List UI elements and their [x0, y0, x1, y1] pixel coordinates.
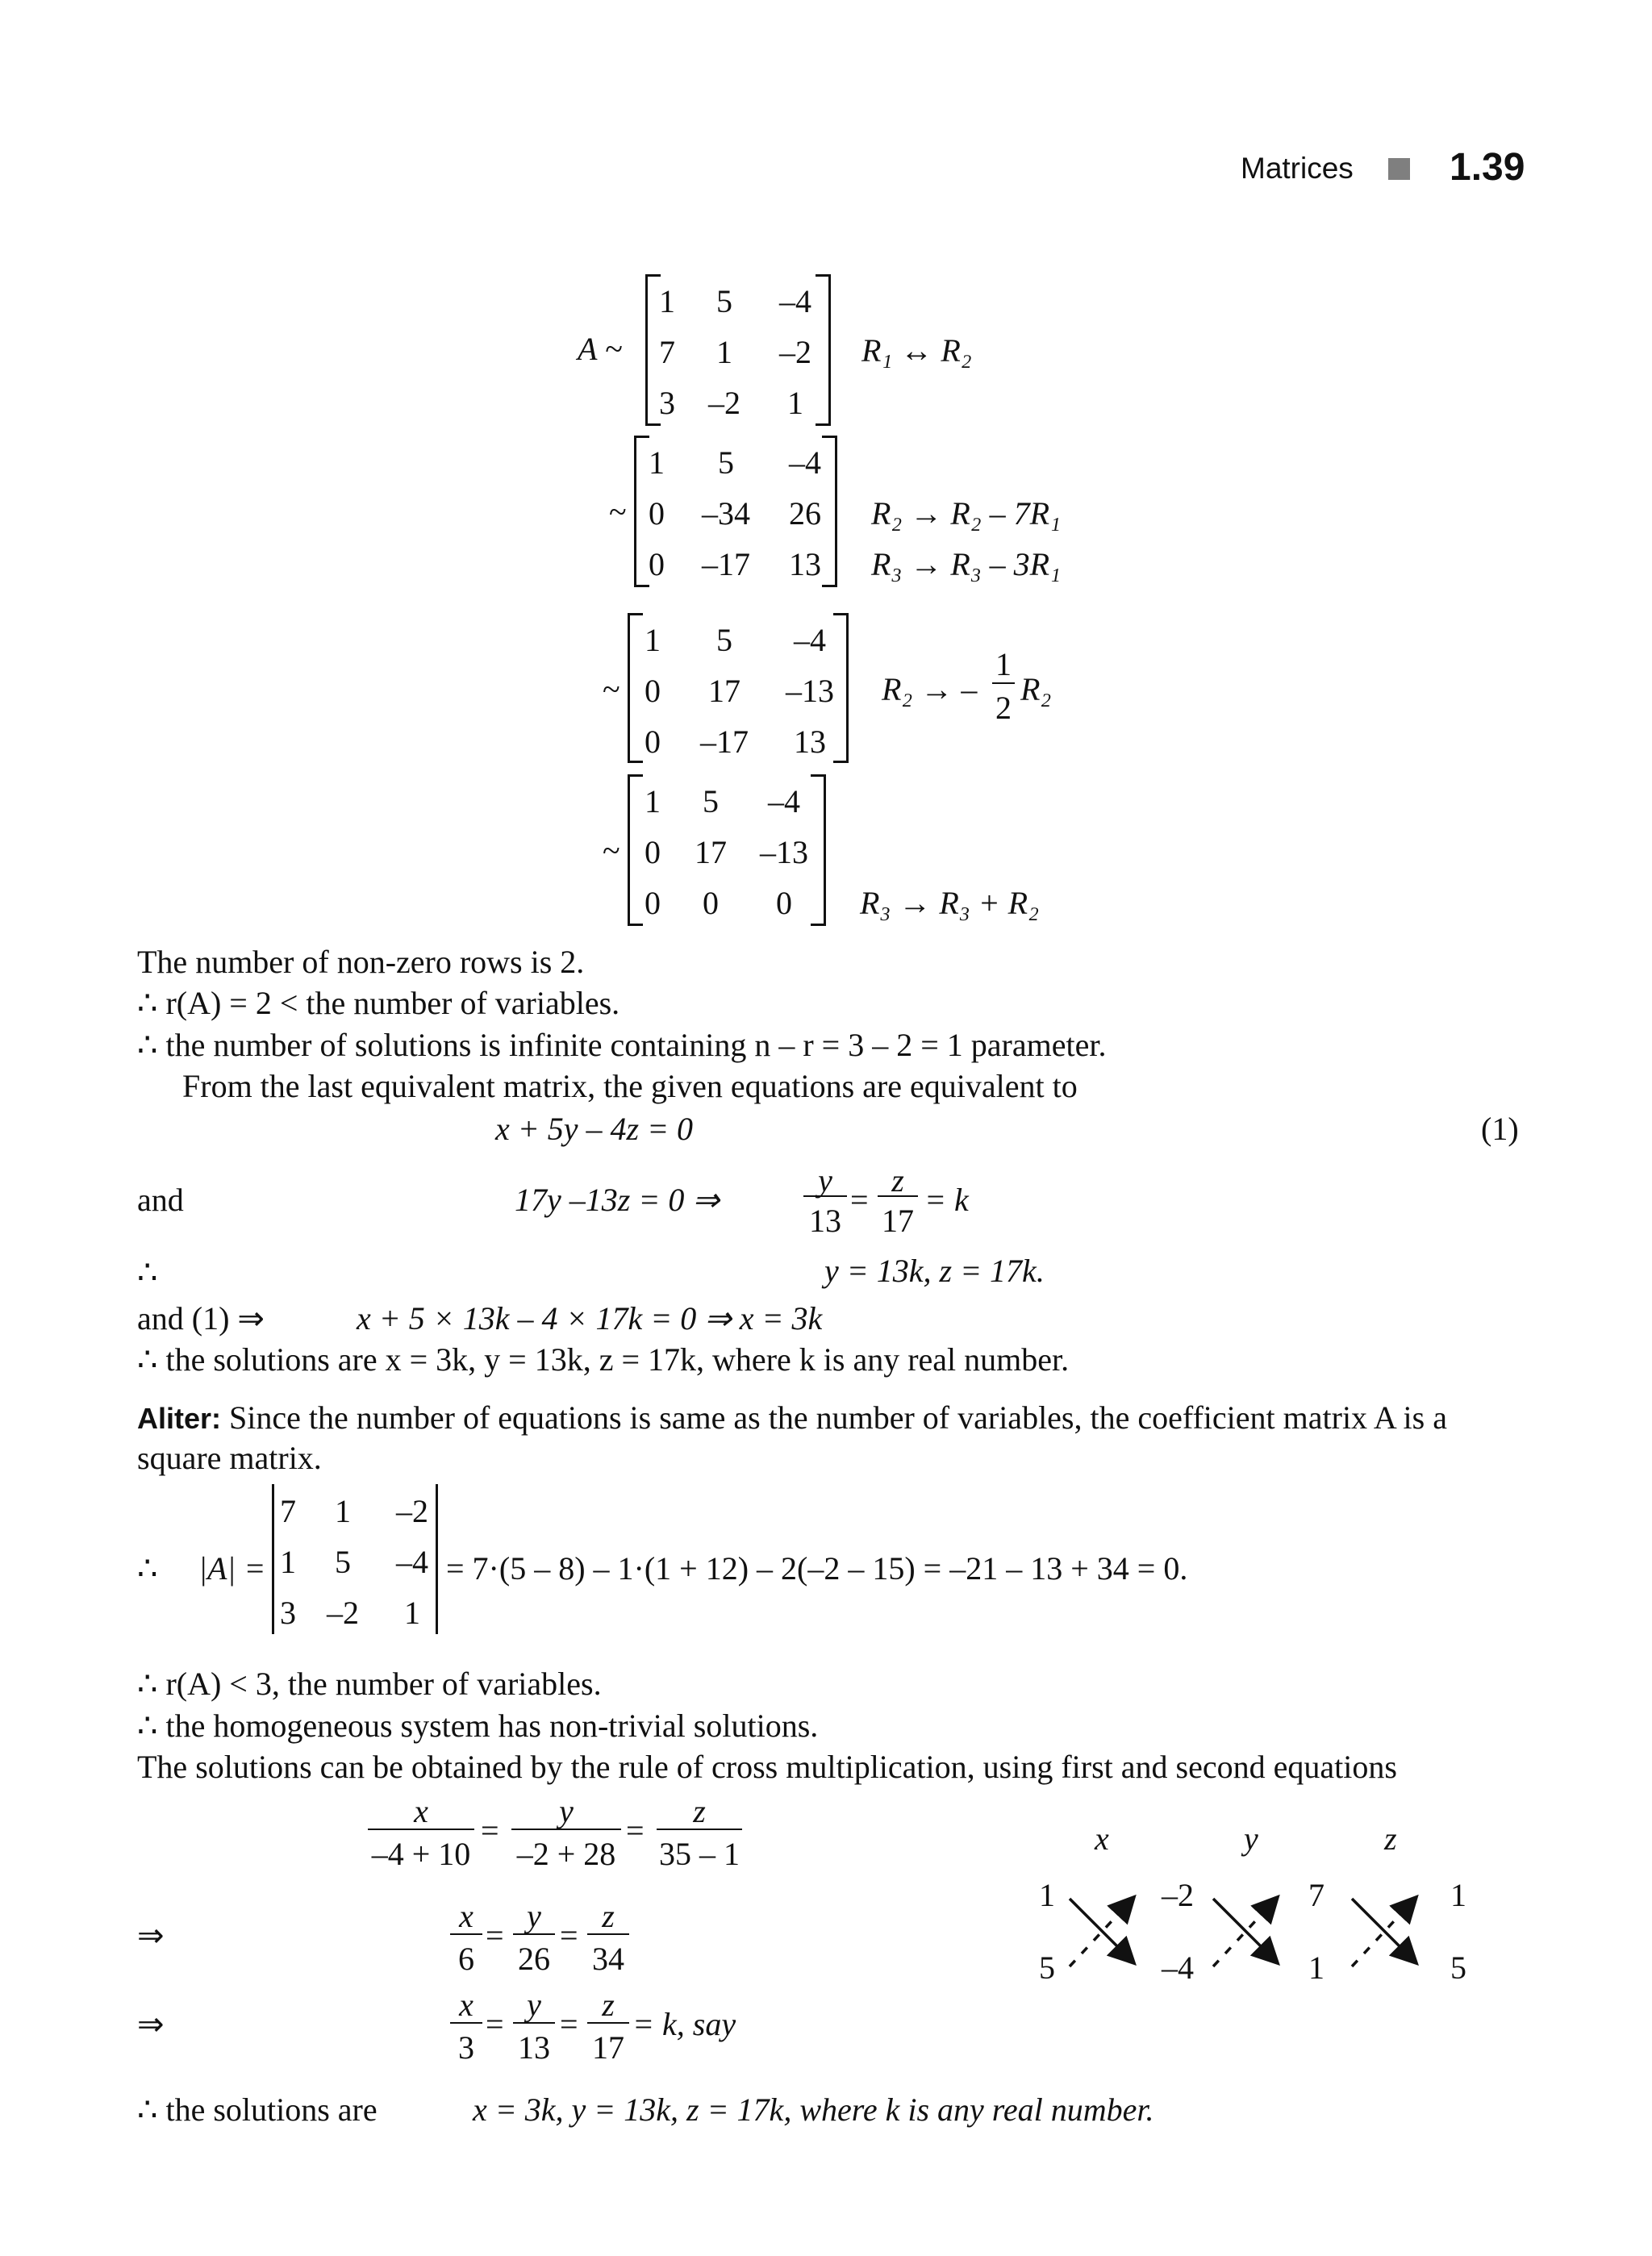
cross-frac-y3: y 13	[513, 1986, 555, 2066]
diagram-bottom-1: 5	[1039, 1950, 1055, 1986]
cross-frac-z3: z 17	[587, 1986, 629, 2066]
equation-1-tag: (1)	[1481, 1111, 1519, 1147]
step4-lhs: ~	[603, 832, 620, 869]
cross-frac-x3: x 3	[450, 1986, 482, 2066]
matrix-step2: 1 5 –4 0 –34 26 0 –17 13	[634, 436, 837, 587]
text-nontrivial: ∴ the homogeneous system has non-trivial solutions.	[137, 1708, 819, 1744]
running-head-section: Matrices	[1241, 152, 1354, 185]
text-nonzero-rows: The number of non-zero rows is 2.	[137, 944, 585, 980]
cross-frac-y1: y –2 + 28	[511, 1792, 621, 1873]
text-therefore: ∴	[137, 1254, 158, 1291]
eq2-fraction-z: z 17	[878, 1161, 918, 1242]
det-therefore: ∴	[137, 1550, 158, 1587]
text-solutions: ∴ the solutions are x = 3k, y = 13k, z = 17k, where k is any real number.	[137, 1341, 1070, 1378]
diagram-top-1: 1	[1039, 1877, 1055, 1913]
text-rank-lt3: ∴ r(A) < 3, the number of variables.	[137, 1666, 602, 1702]
k-say: = k, say	[632, 2006, 736, 2042]
text-infinite: ∴ the number of solutions is infinite containing n – r = 3 – 2 = 1 parameter.	[137, 1027, 1107, 1063]
equation-3: y = 13k, z = 17k.	[824, 1253, 1045, 1289]
cross-eq1b: =	[626, 1812, 645, 1849]
equation-1: x + 5y – 4z = 0	[495, 1111, 694, 1147]
cross-eq3b: =	[560, 2006, 578, 2042]
equation-4: x + 5 × 13k – 4 × 17k = 0 ⇒ x = 3k	[357, 1300, 823, 1337]
cross-frac-x1: x –4 + 10	[368, 1792, 474, 1873]
determinant-matrix: 7 1 –2 1 5 –4 3 –2 1	[272, 1484, 438, 1634]
arrow-solid-2	[1213, 1899, 1276, 1962]
diagram-top-4: 1	[1450, 1877, 1466, 1913]
det-rhs: = 7·(5 – 8) – 1·(1 + 12) – 2(–2 – 15) = –21 – 13 + 34 = 0.	[446, 1550, 1188, 1587]
diagram-header-z: z	[1384, 1820, 1397, 1857]
cross-frac-z1: z 35 – 1	[657, 1792, 742, 1873]
arrow-solid-1	[1070, 1899, 1133, 1962]
diagram-bottom-2: –4	[1162, 1950, 1194, 1986]
diagram-header-x: x	[1095, 1820, 1109, 1857]
diagram-top-2: –2	[1162, 1877, 1194, 1913]
matrix-step1: 1 5 –4 7 1 –2 3 –2 1	[645, 274, 831, 426]
det-lhs: |A| =	[198, 1550, 266, 1587]
step3-op-left: R₂ → –	[882, 671, 978, 707]
step4-op: R₃ → R₃ + R₂	[860, 885, 1040, 921]
step1-op: R₁ ↔ R₂	[861, 332, 972, 369]
implies-1: ⇒	[137, 1917, 165, 1954]
cross-frac-y2: y 26	[513, 1897, 555, 1978]
eq2-equals: =	[850, 1182, 869, 1218]
cross-eq1a: =	[481, 1812, 499, 1849]
cross-frac-x2: x 6	[450, 1897, 482, 1978]
text-cross-rule: The solutions can be obtained by the rule of cross multiplication, using first and second equations	[137, 1749, 1397, 1785]
cross-frac-z2: z 34	[587, 1897, 629, 1978]
step3-op-fraction: 1 2	[992, 645, 1015, 726]
step1-lhs: A ~	[578, 331, 623, 367]
aliter-label: Aliter:	[137, 1402, 222, 1435]
step2-op1: R₂ → R₂ – 7R₁	[871, 495, 1062, 532]
diagram-top-3: 7	[1308, 1877, 1325, 1913]
eq2-fraction-y: y 13	[803, 1161, 847, 1242]
diagram-bottom-4: 5	[1450, 1950, 1466, 1986]
matrix-step4: 1 5 –4 0 17 –13 0 0 0	[628, 774, 826, 926]
diagram-bottom-3: 1	[1308, 1950, 1325, 1986]
text-rank: ∴ r(A) = 2 < the number of variables.	[137, 985, 620, 1021]
step2-op2: R₃ → R₃ – 3R₁	[871, 546, 1062, 582]
eq2-k: = k	[924, 1182, 969, 1218]
final-solutions: x = 3k, y = 13k, z = 17k, where k is any real number.	[473, 2091, 1154, 2128]
cross-eq2a: =	[486, 1917, 504, 1954]
implies-2: ⇒	[137, 2006, 165, 2042]
text-and: and	[137, 1182, 184, 1218]
aliter-paragraph	[137, 1399, 1447, 1436]
final-lead: ∴ the solutions are	[137, 2091, 378, 2128]
step2-lhs: ~	[609, 494, 627, 530]
step3-lhs: ~	[603, 671, 620, 707]
page-number: 1.39	[1450, 146, 1525, 189]
equation-2: 17y –13z = 0 ⇒	[515, 1182, 720, 1218]
text-equivalent: From the last equivalent matrix, the given equations are equivalent to	[182, 1068, 1078, 1104]
running-head-square-icon	[1388, 158, 1410, 180]
aliter-text-2: square matrix.	[137, 1440, 322, 1476]
step3-op-right: R₂	[1020, 671, 1052, 707]
cross-eq2b: =	[560, 1917, 578, 1954]
matrix-step3: 1 5 –4 0 17 –13 0 –17 13	[628, 613, 849, 763]
cross-multiplication-arrows	[1065, 1887, 1452, 1976]
diagram-header-y: y	[1244, 1820, 1258, 1857]
cross-eq3a: =	[486, 2006, 504, 2042]
arrow-solid-3	[1352, 1899, 1415, 1962]
aliter-text: Since the number of equations is same as the number of variables, the coefficient matrix A is a	[221, 1399, 1447, 1436]
text-and-1: and (1) ⇒	[137, 1300, 265, 1337]
